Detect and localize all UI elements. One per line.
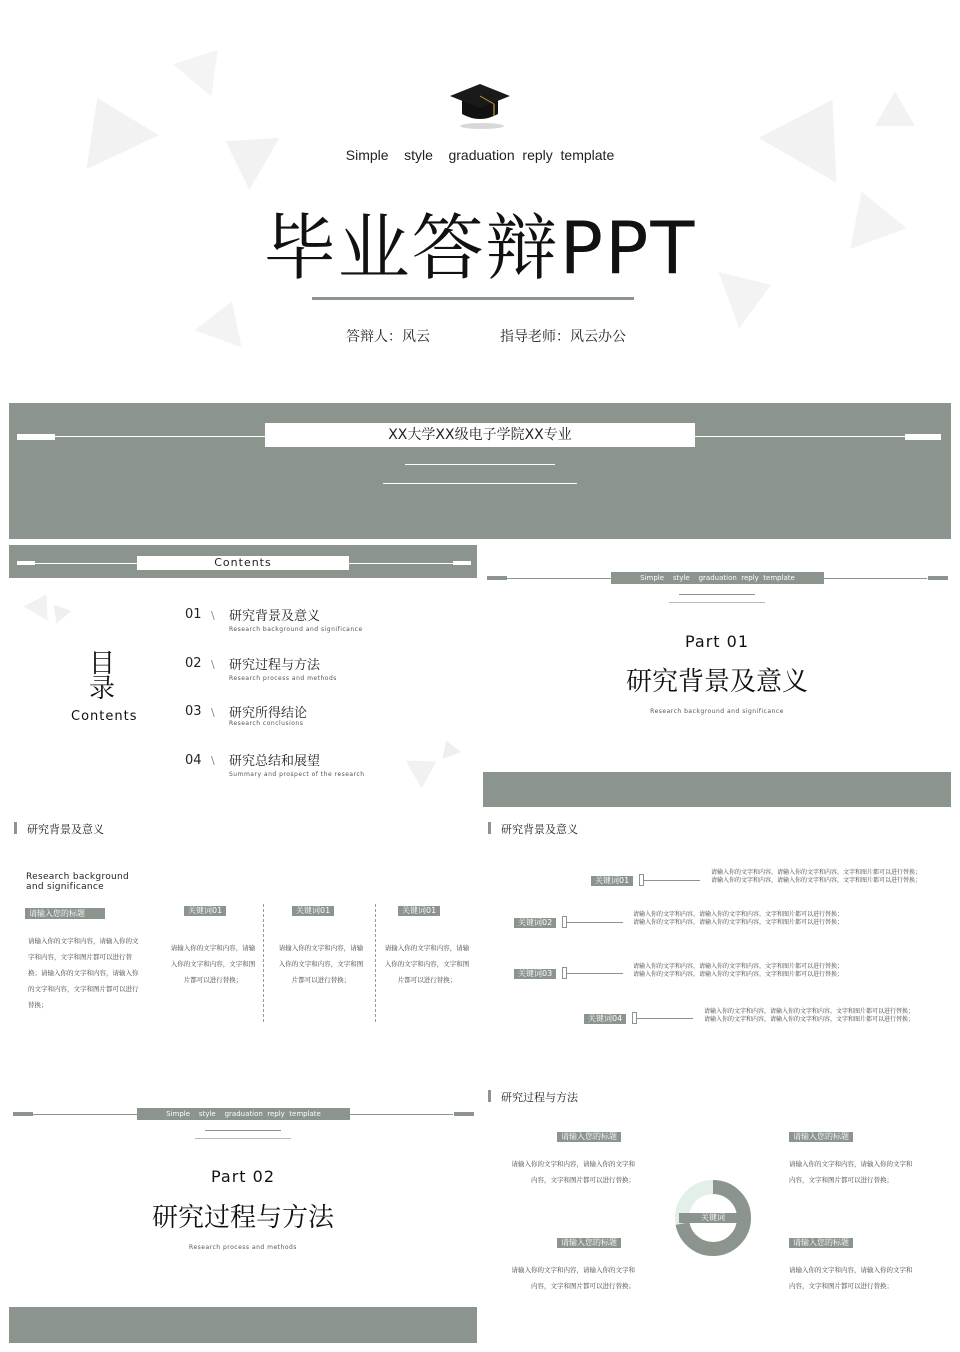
banner-line-right — [905, 434, 941, 440]
toc-header-dash-left — [17, 561, 35, 565]
part2-tag: Simple style graduation reply template — [137, 1108, 350, 1120]
part1-slide — [483, 545, 951, 807]
toc-slide — [9, 545, 477, 795]
toc-item-title: 研究背景及意义 — [229, 609, 321, 624]
part1-number: Part 01 — [684, 632, 750, 651]
kw-tag: 关键词01 — [591, 876, 633, 886]
kw-text: 请输入你的文字和内容，请输入你的文字和内容，文字和图片都可以进行替换；请输入你的文字和内容，请输入你的文字和内容，文字和图片都可以进行替换； — [711, 869, 922, 884]
kw-tag: 关键词04 — [584, 1014, 626, 1024]
donut-slide — [483, 1082, 951, 1344]
part2-right-dash — [454, 1112, 474, 1116]
toc-item-title: 研究所得结论 — [229, 706, 308, 721]
donut-center-tag: 关键词 — [679, 1213, 747, 1223]
text-block-2 — [789, 1130, 919, 1210]
toc-item-slash: \ — [211, 706, 215, 719]
kw-text: 请输入你的文字和内容，请输入你的文字和内容，文字和图片都可以进行替换； — [170, 944, 256, 984]
dept-title: XX大学XX级电子学院XX专业 — [265, 423, 695, 447]
toc-item-02[interactable] — [185, 654, 435, 688]
column-divider — [263, 904, 264, 1022]
advisor-label: 指导老师：风云办公 — [500, 329, 626, 345]
toc-item-04[interactable] — [185, 750, 435, 784]
toc-item-title: 研究总结和展望 — [229, 754, 321, 769]
kw-tag: 关键词01 — [292, 906, 334, 916]
kw-tag: 关键词02 — [514, 918, 556, 928]
part1-underline-1 — [679, 594, 755, 595]
bg-en-line1: Research background — [26, 872, 130, 882]
toc-item-num: 01 — [185, 607, 202, 622]
bg-title-tag: 请输入您的标题 — [25, 908, 105, 919]
part2-number: Part 02 — [210, 1167, 276, 1186]
kw-text: 请输入你的文字和内容，请输入你的文字和内容，文字和图片都可以进行替换；请输入你的文字和内容，请输入你的文字和内容，文字和图片都可以进行替换； — [633, 963, 844, 978]
toc-header-dash-right — [453, 561, 471, 565]
part1-tag: Simple style graduation reply template — [611, 572, 824, 584]
cover-en-subtitle: Simple style graduation reply template — [345, 147, 615, 163]
block-tag: 请输入您的标题 — [789, 1238, 853, 1248]
part2-left-dash — [13, 1112, 33, 1116]
kw-text: 请输入你的文字和内容，请输入你的文字和内容，文字和图片都可以进行替换； — [384, 944, 470, 984]
part1-underline-2 — [669, 602, 765, 603]
toc-item-01[interactable] — [185, 605, 435, 639]
toc-item-sub: Research conclusions — [229, 720, 304, 727]
decor-triangle — [437, 737, 461, 759]
toc-item-num: 03 — [185, 704, 202, 719]
toc-item-03[interactable] — [185, 702, 435, 736]
section-marker — [488, 822, 491, 834]
section-title: 研究背景及意义 — [27, 823, 104, 836]
block-text: 请输入你的文字和内容，请输入你的文字和内容，文字和图片都可以进行替换； — [511, 1266, 635, 1290]
kw-row-4 — [483, 1007, 951, 1037]
part2-slide — [9, 1082, 477, 1344]
kw-line — [637, 1018, 693, 1019]
part2-sub: Research process and methods — [189, 1244, 297, 1251]
kw-row-3 — [483, 963, 951, 993]
part2-title: 研究过程与方法 — [151, 1203, 334, 1233]
dept-banner — [9, 403, 951, 539]
toc-header-bar — [9, 545, 477, 578]
kw-column-1 — [169, 904, 259, 1034]
section-title: 研究过程与方法 — [501, 1091, 578, 1104]
cover-slide — [0, 0, 960, 400]
kw-line — [567, 973, 623, 974]
toc-side-title-1: 目 — [89, 649, 116, 679]
banner-line-left — [17, 434, 55, 440]
toc-side-title-2: 录 — [89, 674, 116, 704]
toc-item-sub: Summary and prospect of the research — [229, 771, 365, 778]
part1-right-dash — [928, 576, 948, 580]
decor-triangle — [875, 91, 925, 143]
defender-label: 答辩人：风云 — [346, 329, 430, 345]
kw-text: 请输入你的文字和内容，请输入你的文字和内容，文字和图片都可以进行替换；请输入你的文字和内容，请输入你的文字和内容，文字和图片都可以进行替换； — [633, 911, 844, 926]
decor-triangle — [173, 34, 237, 97]
decor-triangle — [759, 77, 872, 183]
block-tag: 请输入您的标题 — [557, 1132, 621, 1142]
toc-item-num: 04 — [185, 753, 202, 768]
part1-title: 研究背景及意义 — [625, 667, 808, 697]
part2-underline-2 — [195, 1138, 291, 1139]
text-block-4 — [789, 1236, 919, 1316]
toc-item-slash: \ — [211, 609, 215, 622]
banner-underline-2 — [383, 483, 577, 484]
block-tag: 请输入您的标题 — [557, 1238, 621, 1248]
toc-item-title: 研究过程与方法 — [229, 658, 321, 673]
part1-footer-bar — [483, 772, 951, 807]
kw-row-1 — [483, 867, 951, 897]
banner-line-left-thin — [55, 436, 265, 437]
kw-text: 请输入你的文字和内容，请输入你的文字和内容，文字和图片都可以进行替换；请输入你的文字和内容，请输入你的文字和内容，文字和图片都可以进行替换； — [704, 1008, 915, 1023]
banner-underline-1 — [405, 464, 555, 465]
toc-item-sub: Research background and significance — [229, 626, 363, 633]
text-block-3 — [511, 1236, 641, 1316]
toc-header-title: Contents — [137, 556, 349, 570]
section-marker — [14, 822, 17, 834]
toc-item-slash: \ — [211, 658, 215, 671]
toc-item-num: 02 — [185, 656, 202, 671]
kw-tag: 关键词03 — [514, 969, 556, 979]
block-text: 请输入你的文字和内容，请输入你的文字和内容，文字和图片都可以进行替换； — [511, 1160, 635, 1184]
banner-line-right-thin — [695, 436, 905, 437]
toc-item-sub: Research process and methods — [229, 675, 337, 682]
part2-footer-bar — [9, 1307, 477, 1343]
bg-columns-slide — [9, 812, 477, 1057]
decor-triangle — [195, 293, 256, 348]
kw-row-2 — [483, 909, 951, 939]
part1-left-dash — [487, 576, 507, 580]
part1-sub: Research background and significance — [650, 708, 784, 715]
section-marker — [488, 1090, 491, 1102]
kw-column-3 — [383, 904, 473, 1034]
block-text: 请输入你的文字和内容，请输入你的文字和内容，文字和图片都可以进行替换； — [789, 1160, 913, 1184]
bg-en-line2: and significance — [26, 882, 105, 892]
cover-divider — [312, 297, 634, 300]
section-title: 研究背景及意义 — [501, 823, 578, 836]
part2-underline-1 — [205, 1130, 281, 1131]
kw-column-2 — [277, 904, 367, 1034]
graduation-cap-icon — [448, 78, 512, 130]
kw-line — [567, 922, 623, 923]
text-block-1 — [511, 1130, 641, 1210]
bg-left-text: 请输入你的文字和内容，请输入你的文字和内容，文字和图片都可以进行替换；请输入你的文字和内容，请输入你的文字和内容，文字和图片都可以进行替换； — [28, 937, 139, 1009]
block-tag: 请输入您的标题 — [789, 1132, 853, 1142]
kw-text: 请输入你的文字和内容，请输入你的文字和内容，文字和图片都可以进行替换； — [278, 944, 364, 984]
block-text: 请输入你的文字和内容，请输入你的文字和内容，文字和图片都可以进行替换； — [789, 1266, 913, 1290]
kw-tag: 关键词01 — [398, 906, 440, 916]
column-divider — [375, 904, 376, 1022]
kw-rows-slide — [483, 812, 951, 1057]
toc-side-sub: Contents — [71, 709, 138, 724]
toc-item-slash: \ — [211, 754, 215, 767]
cover-title: 毕业答辩PPT — [263, 206, 697, 290]
kw-line — [644, 880, 700, 881]
kw-tag: 关键词01 — [184, 906, 226, 916]
